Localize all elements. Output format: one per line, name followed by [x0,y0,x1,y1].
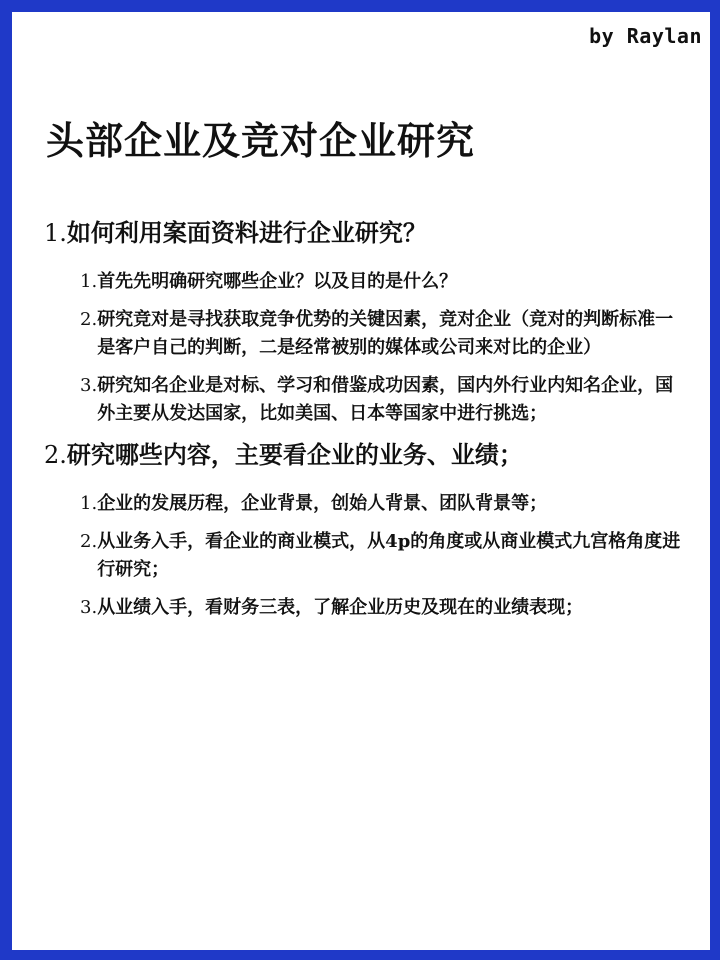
item-text: 首先先明确研究哪些企业？以及目的是什么？ [97,271,458,292]
page-title: 头部企业及竞对企业研究 [46,119,476,163]
section-1 [44,216,684,428]
section-number: 2. [44,441,67,469]
item-number: 2. [80,309,98,330]
item-number: 2. [80,531,98,552]
list-item [80,490,684,518]
item-text: 从业务入手，看企业的商业模式，从4p的角度或从商业模式九宫格角度进行研究； [97,531,681,580]
author-credit: by Raylan [589,24,702,48]
section-heading [44,216,684,250]
list-item [80,372,684,428]
item-number: 3. [80,597,98,618]
item-text: 从业绩入手，看财务三表，了解企业历史及现在的业绩表现； [97,597,584,618]
section-number: 1. [44,219,67,247]
item-text: 研究知名企业是对标、学习和借鉴成功因素，国内外行业内知名企业，国外主要从发达国家，比如美国、日本等国家中进行挑选； [97,375,674,424]
list-item [80,268,684,296]
section-heading-text: 如何利用案面资料进行企业研究？ [66,218,427,247]
section-heading-text: 研究哪些内容，主要看企业的业务、业绩； [66,440,523,469]
item-number: 1. [80,271,98,292]
list-item [80,528,684,584]
article-body [44,216,684,632]
item-number: 1. [80,493,98,514]
section-item-list [44,490,684,622]
section-heading [44,438,684,472]
list-item [80,306,684,362]
page-frame [12,12,710,950]
item-number: 3. [80,375,98,396]
list-item [80,594,684,622]
item-text: 研究竞对是寻找获取竞争优势的关键因素，竞对企业（竞对的判断标准一是客户自己的判断，二是经常被别的媒体或公司来对比的企业） [97,309,674,358]
section-item-list [44,268,684,428]
section-2 [44,438,684,622]
item-text: 企业的发展历程，企业背景，创始人背景、团队背景等； [97,493,548,514]
